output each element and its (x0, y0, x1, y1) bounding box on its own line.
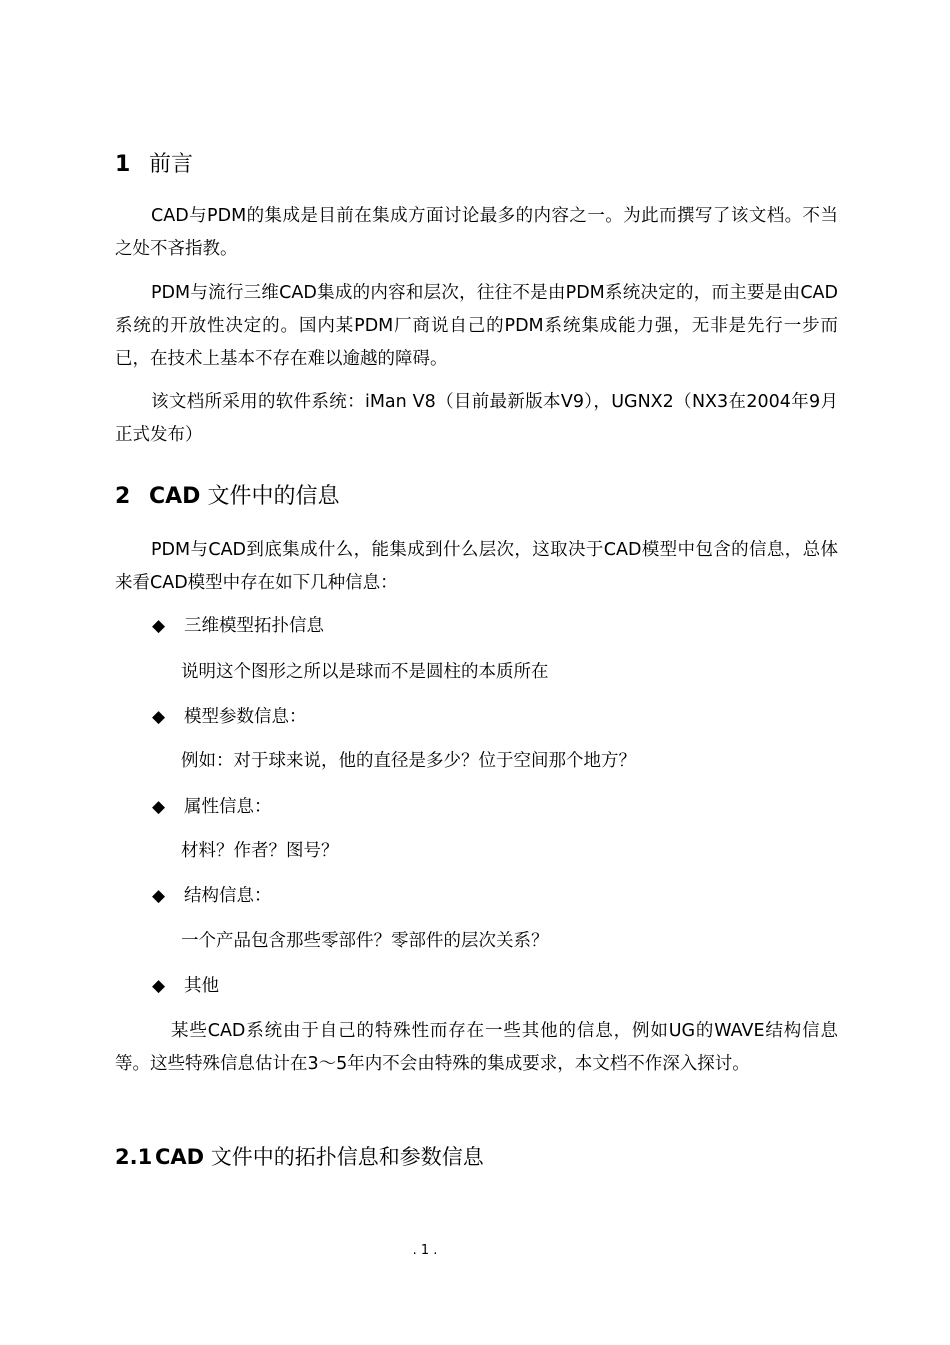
list-item-detail: 一个产品包含那些零部件？零部件的层次关系？ (181, 931, 549, 951)
diamond-bullet-icon: ◆ (152, 886, 166, 906)
section-2-1-number: 2.1 (115, 1145, 153, 1169)
list-item-label: 其他 (184, 976, 219, 996)
list-item-label: 模型参数信息： (184, 707, 307, 727)
section-2-title-rest: 文件中的信息 (207, 484, 340, 509)
list-item-label: 属性信息： (184, 797, 272, 817)
list-item (152, 882, 272, 910)
list-item (152, 703, 307, 731)
section-2-1-title-latin: CAD (155, 1145, 205, 1169)
section-2-intro: PDM与CAD到底集成什么，能集成到什么层次，这取决于CAD模型中包含的信息，总体来看CAD模型中存在如下几种信息： (115, 540, 838, 593)
list-item (152, 793, 272, 821)
section-2-title-latin: CAD (149, 484, 201, 509)
diamond-bullet-icon: ◆ (152, 976, 166, 996)
section-2-closing: 某些CAD系统由于自己的特殊性而存在一些其他的信息，例如UG的WAVE结构信息等。这些特殊信息估计在3～5年内不会由特殊的集成要求，本文档不作深入探讨。 (115, 1021, 838, 1074)
diamond-bullet-icon: ◆ (152, 707, 166, 727)
document-page (115, 0, 838, 1345)
section-1-title: 前言 (149, 152, 194, 177)
section-1-number: 1 (115, 152, 131, 177)
diamond-bullet-icon: ◆ (152, 797, 166, 817)
section-1-heading (115, 150, 193, 180)
diamond-bullet-icon: ◆ (152, 616, 166, 636)
section-1-paragraph-3: 该文档所采用的软件系统：iMan V8（目前最新版本V9），UGNX2（NX3在2004年9月正式发布） (115, 392, 838, 445)
list-item (152, 972, 219, 1000)
list-item (152, 612, 324, 640)
section-2-1-heading (115, 1142, 484, 1172)
list-item-detail: 例如：对于球来说，他的直径是多少？位于空间那个地方？ (181, 751, 636, 771)
section-2-heading (115, 482, 339, 512)
section-1-paragraph-2: PDM与流行三维CAD集成的内容和层次，往往不是由PDM系统决定的，而主要是由CAD系统的开放性决定的。国内某PDM厂商说自己的PDM系统集成能力强，无非是先行一步而已，在技术上基本不存在难以逾越的障碍。 (115, 283, 838, 369)
list-item-detail: 材料？作者？图号？ (181, 841, 339, 861)
list-item-detail: 说明这个图形之所以是球而不是圆柱的本质所在 (181, 662, 549, 682)
page-number: . 1 . (412, 1243, 438, 1258)
section-2-1-title-rest: 文件中的拓扑信息和参数信息 (210, 1145, 484, 1169)
section-2-number: 2 (115, 484, 131, 509)
list-item-label: 结构信息： (184, 886, 272, 906)
list-item-label: 三维模型拓扑信息 (184, 616, 324, 636)
section-1-paragraph-1: CAD与PDM的集成是目前在集成方面讨论最多的内容之一。为此而撰写了该文档。不当之处不吝指教。 (115, 206, 838, 259)
